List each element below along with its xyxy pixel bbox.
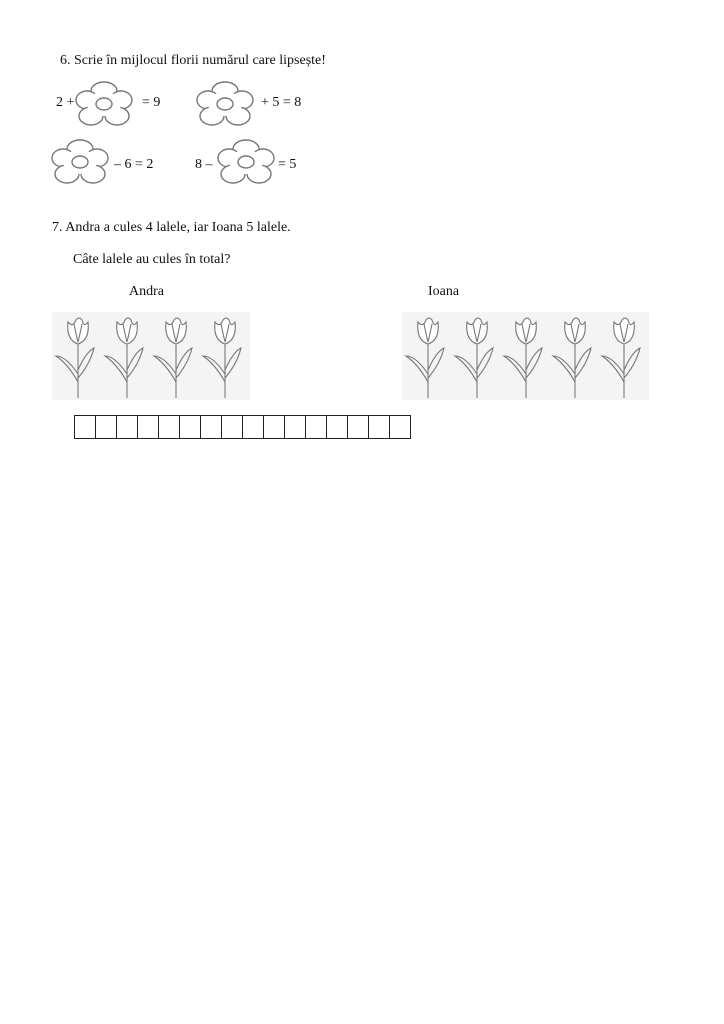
label-ioana: Ioana bbox=[428, 284, 460, 299]
flower-outline-icon bbox=[195, 80, 255, 128]
eq2-right-text: + 5 = 8 bbox=[261, 95, 302, 110]
tulip-icon bbox=[52, 312, 101, 400]
eq4-right-text: = 5 bbox=[278, 157, 297, 172]
flower-outline-icon bbox=[74, 80, 134, 128]
answer-box[interactable] bbox=[159, 415, 180, 439]
answer-box[interactable] bbox=[285, 415, 306, 439]
answer-boxes bbox=[74, 415, 411, 439]
eq4-left-text: 8 – bbox=[195, 157, 213, 172]
eq1-right-text: = 9 bbox=[142, 95, 161, 110]
ioana-tulips-panel bbox=[402, 312, 649, 400]
answer-box[interactable] bbox=[138, 415, 159, 439]
tulip-icon bbox=[199, 312, 248, 400]
tulip-icon bbox=[451, 312, 500, 400]
exercise-6-instruction: 6. Scrie în mijlocul florii numărul care lipsește! bbox=[60, 53, 326, 68]
flower-answer-1[interactable] bbox=[74, 80, 134, 128]
answer-box[interactable] bbox=[201, 415, 222, 439]
label-andra: Andra bbox=[129, 284, 164, 299]
answer-box[interactable] bbox=[222, 415, 243, 439]
exercise-7-statement: 7. Andra a cules 4 lalele, iar Ioana 5 lalele. bbox=[52, 220, 291, 235]
answer-box[interactable] bbox=[117, 415, 138, 439]
flower-outline-icon bbox=[216, 138, 276, 186]
flower-answer-2[interactable] bbox=[195, 80, 255, 128]
exercise-7-question: Câte lalele au cules în total? bbox=[73, 252, 231, 267]
answer-box[interactable] bbox=[327, 415, 348, 439]
ioana-tulips-row bbox=[402, 312, 647, 400]
answer-box[interactable] bbox=[306, 415, 327, 439]
answer-box[interactable] bbox=[180, 415, 201, 439]
answer-box[interactable] bbox=[348, 415, 369, 439]
andra-tulips-panel bbox=[52, 312, 250, 400]
eq3-right-text: – 6 = 2 bbox=[114, 157, 154, 172]
andra-tulips-row bbox=[52, 312, 248, 400]
answer-box[interactable] bbox=[96, 415, 117, 439]
answer-box[interactable] bbox=[75, 415, 96, 439]
answer-box[interactable] bbox=[369, 415, 390, 439]
flower-answer-4[interactable] bbox=[216, 138, 276, 186]
tulip-icon bbox=[402, 312, 451, 400]
tulip-icon bbox=[101, 312, 150, 400]
tulip-icon bbox=[150, 312, 199, 400]
answer-box[interactable] bbox=[390, 415, 411, 439]
flower-outline-icon bbox=[50, 138, 110, 186]
answer-box[interactable] bbox=[243, 415, 264, 439]
answer-box[interactable] bbox=[264, 415, 285, 439]
tulip-icon bbox=[598, 312, 647, 400]
tulip-icon bbox=[500, 312, 549, 400]
eq1-left-text: 2 + bbox=[56, 95, 75, 110]
tulip-icon bbox=[549, 312, 598, 400]
flower-answer-3[interactable] bbox=[50, 138, 110, 186]
